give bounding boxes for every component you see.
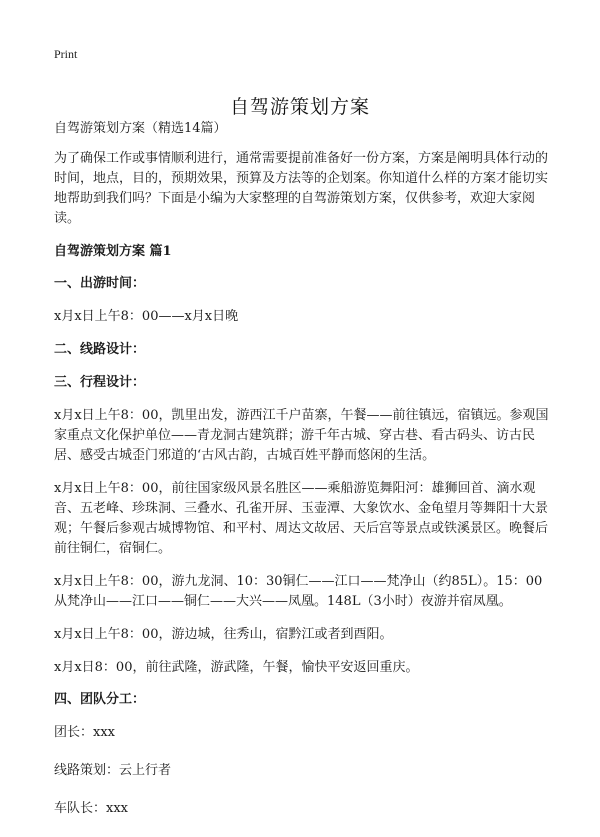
section-heading-route: 二、线路设计： [54,342,146,357]
departure-time-text: x月x日上午8：00——x月x日晚 [54,309,239,324]
article-heading: 自驾游策划方案 篇1 [54,244,172,259]
itinerary-day-2: x月x日上午8：00，前往国家级风景名胜区——乘船游览舞阳河：雄狮回首、滴水观音、五老峰、珍珠洞、三叠水、孔雀开屏、玉壶潭、大象饮水、金龟望月等舞阳十大景观；午餐后参观古城博物馆、和平村、周达文故居、天后宫等景点或铁溪景区。晚餐后前往铜仁，宿铜仁。 [54,481,549,556]
route-planner: 线路策划：云上行者 [54,763,172,778]
intro-paragraph: 为了确保工作或事情顺利进行，通常需要提前准备好一份方案，方案是阐明具体行动的时间，地点，目的，预期效果，预算及方法等的企划案。你知道什么样的方案才能切实地帮助到我们吗？下面是小编为大家整理的自驾游策划方案，仅供参考，欢迎大家阅读。 [54,151,549,226]
section-heading-departure: 一、出游时间： [54,276,146,291]
itinerary-day-1: x月x日上午8：00，凯里出发，游西江千户苗寨，午餐——前往镇远，宿镇远。参观国家重点文化保护单位——青龙洞古建筑群；游千年古城、穿古巷、看古码头、访古民居、感受古城歪门邪道的‘古风古韵，古城百姓平静而悠闲的生活。 [54,408,549,463]
page-title: 自驾游策划方案 [229,95,370,118]
print-link[interactable]: Print [54,47,78,61]
document-subtitle: 自驾游策划方案（精选14篇） [54,121,227,136]
section-heading-itinerary: 三、行程设计： [54,375,146,390]
team-leader: 团长：xxx [54,725,115,740]
section-heading-team: 四、团队分工： [54,692,146,707]
itinerary-day-4: x月x日上午8：00，游边城，往秀山，宿黔江或者到酉阳。 [54,627,393,642]
article-body [54,119,550,837]
convoy-leader: 车队长：xxx [54,801,128,816]
itinerary-day-3: x月x日上午8：00，游九龙洞、10：30铜仁——江口——梵净山（约85L）。15：00从梵净山——江口——铜仁——大兴——凤凰。148L（3小时）夜游并宿凤凰。 [54,574,543,609]
itinerary-day-5: x月x日8：00，前往武隆，游武隆，午餐，愉快平安返回重庆。 [54,660,419,675]
